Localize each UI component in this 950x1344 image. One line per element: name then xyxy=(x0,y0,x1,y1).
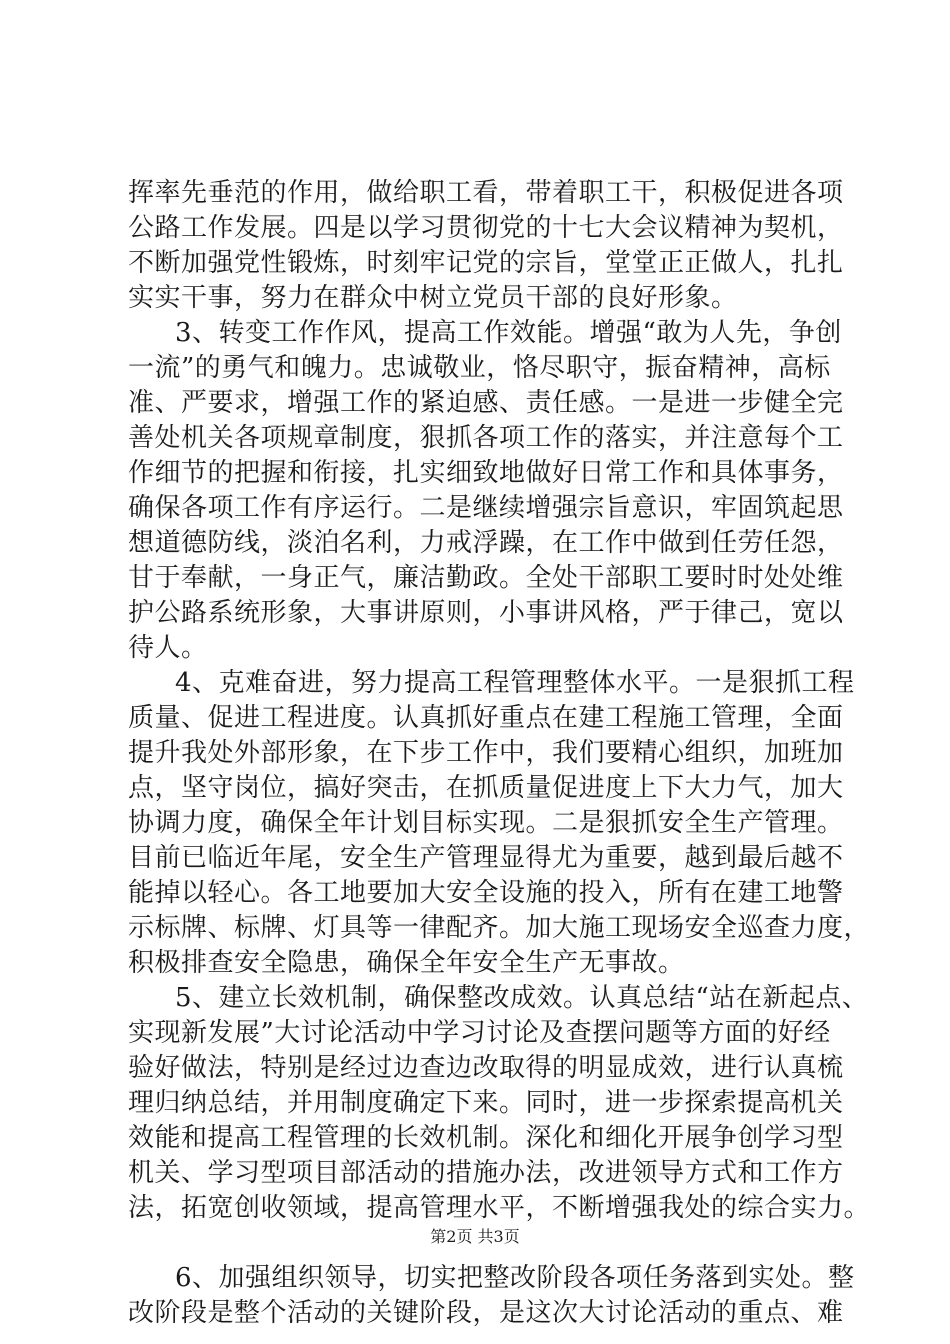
text-line: 验好做法，特别是经过边查边改取得的明显成效，进行认真梳 xyxy=(128,1053,844,1083)
text-line: 效能和提高工程管理的长效机制。深化和细化开展争创学习型 xyxy=(128,1123,844,1153)
text-line: 改阶段是整个活动的关键阶段，是这次大讨论活动的重点、难 xyxy=(128,1298,844,1328)
text-line: 想道德防线，淡泊名利，力戒浮躁，在工作中做到任劳任怨， xyxy=(128,528,844,558)
text-line: 善处机关各项规章制度，狠抓各项工作的落实，并注意每个工 xyxy=(128,423,844,453)
text-line: 一流”的勇气和魄力。忠诚敬业，恪尽职守，振奋精神，高标 xyxy=(128,353,831,383)
page-number-label: 第2页 共3页 xyxy=(430,1227,520,1246)
text-line: 准、严要求，增强工作的紧迫感、责任感。一是进一步健全完 xyxy=(128,388,844,418)
text-line: 6、加强组织领导，切实把整改阶段各项任务落到实处。整 xyxy=(175,1263,855,1293)
text-line: 公路工作发展。四是以学习贯彻党的十七大会议精神为契机， xyxy=(128,213,844,243)
text-line: 作细节的把握和衔接，扎实细致地做好日常工作和具体事务， xyxy=(128,458,844,488)
text-line: 甘于奉献，一身正气，廉洁勤政。全处干部职工要时时处处维 xyxy=(128,563,844,593)
text-line: 实现新发展”大讨论活动中学习讨论及查摆问题等方面的好经 xyxy=(128,1018,831,1048)
text-line: 目前已临近年尾，安全生产管理显得尤为重要，越到最后越不 xyxy=(128,843,844,873)
document-body xyxy=(128,176,871,1331)
text-line: 协调力度，确保全年计划目标实现。二是狠抓安全生产管理。 xyxy=(128,808,844,838)
text-line: 4、克难奋进，努力提高工程管理整体水平。一是狠抓工程 xyxy=(175,668,855,698)
text-line: 法，拓宽创收领域，提高管理水平，不断增强我处的综合实力。 xyxy=(128,1193,871,1223)
text-line: 理归纳总结，并用制度确定下来。同时，进一步探索提高机关 xyxy=(128,1088,844,1118)
page-footer xyxy=(0,1226,950,1248)
text-line: 确保各项工作有序运行。二是继续增强宗旨意识，牢固筑起思 xyxy=(128,493,844,523)
text-line: 能掉以轻心。各工地要加大安全设施的投入，所有在建工地警 xyxy=(128,878,844,908)
text-line: 实实干事，努力在群众中树立党员干部的良好形象。 xyxy=(128,283,738,313)
text-line: 示标牌、标牌、灯具等一律配齐。加大施工现场安全巡查力度， xyxy=(128,913,871,943)
text-line: 待人。 xyxy=(128,633,208,663)
text-line: 提升我处外部形象，在下步工作中，我们要精心组织，加班加 xyxy=(128,738,844,768)
text-line: 质量、促进工程进度。认真抓好重点在建工程施工管理，全面 xyxy=(128,703,844,733)
text-line: 机关、学习型项目部活动的措施办法，改进领导方式和工作方 xyxy=(128,1158,844,1188)
text-line: 积极排查安全隐患，确保全年安全生产无事故。 xyxy=(128,948,685,978)
text-line: 点，坚守岗位，搞好突击，在抓质量促进度上下大力气，加大 xyxy=(128,773,844,803)
text-line: 挥率先垂范的作用，做给职工看，带着职工干，积极促进各项 xyxy=(128,178,844,208)
text-line: 3、转变工作作风，提高工作效能。增强“敢为人先，争创 xyxy=(175,318,842,348)
text-line: 护公路系统形象，大事讲原则，小事讲风格，严于律己，宽以 xyxy=(128,598,844,628)
text-line: 5、建立长效机制，确保整改成效。认真总结“站在新起点、 xyxy=(175,983,869,1013)
text-line: 不断加强党性锻炼，时刻牢记党的宗旨，堂堂正正做人，扎扎 xyxy=(128,248,844,278)
